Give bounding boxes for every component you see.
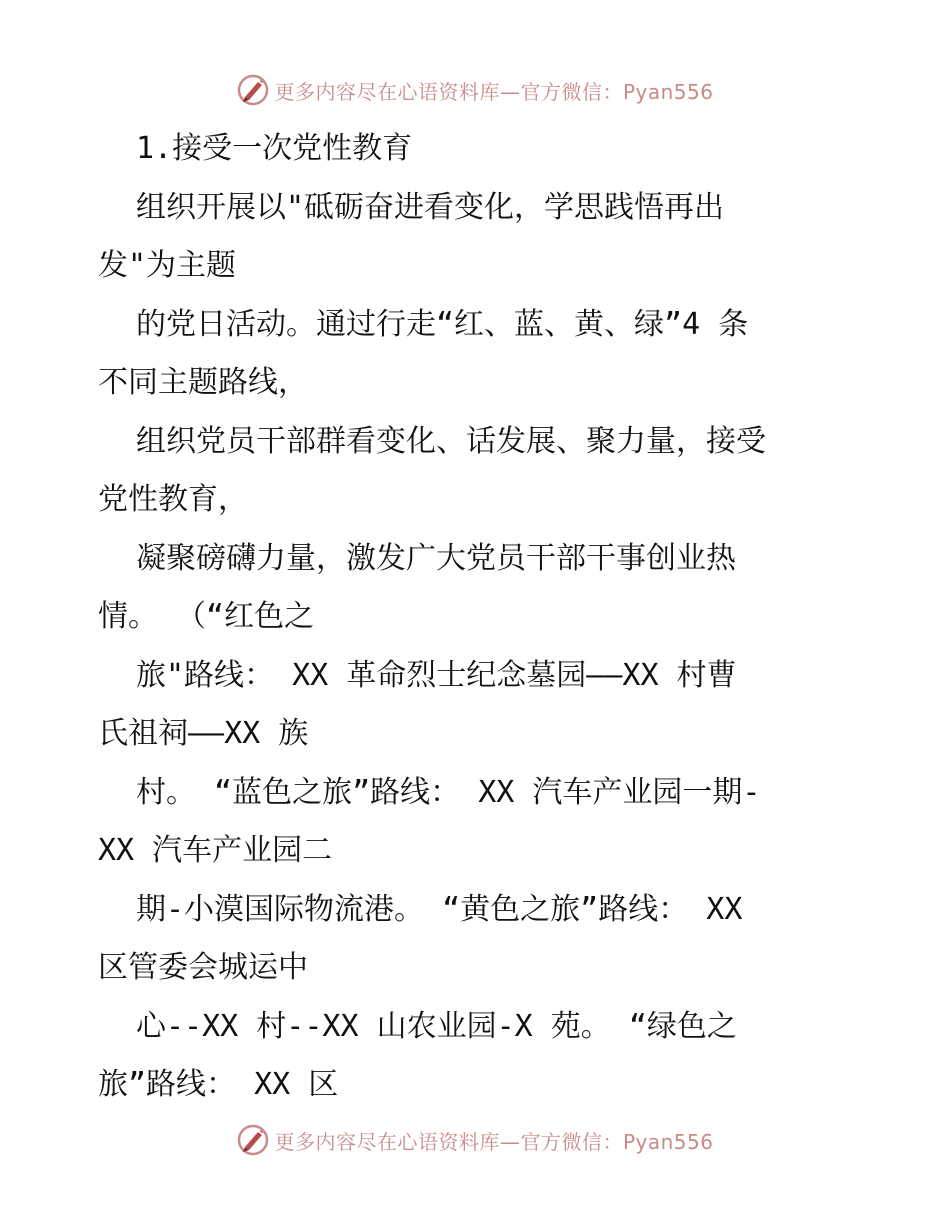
- text-line: 凝聚磅礴力量，激发广大党员干部干事创业热: [136, 540, 736, 576]
- watermark-banner-top: [0, 70, 950, 110]
- text-line: 1.接受一次党性教育: [136, 131, 413, 166]
- pen-logo-icon: [236, 1123, 270, 1157]
- pen-logo-icon: [236, 73, 270, 107]
- text-line: 组织开展以"砥砺奋进看变化，学思践悟再出: [136, 189, 725, 225]
- text-line: 氏祖祠——XX 族: [98, 716, 309, 751]
- watermark-text: 更多内容尽在心语资料库—官方微信：Pyan556: [274, 1129, 714, 1154]
- text-line: 村。 “蓝色之旅”路线： XX 汽车产业园一期-: [136, 774, 761, 810]
- text-line: 旅"路线： XX 革命烈士纪念墓园——XX 村曹: [136, 657, 737, 693]
- text-line: 的党日活动。通过行走“红、蓝、黄、绿”4 条: [136, 306, 749, 342]
- text-line: 期-小漠国际物流港。 “黄色之旅”路线： XX: [136, 891, 743, 927]
- text-line: 组织党员干部群看变化、话发展、聚力量，接受: [136, 423, 766, 459]
- text-line: XX 汽车产业园二: [98, 833, 333, 868]
- text-line: 党性教育，: [98, 482, 248, 517]
- document-body: [98, 120, 858, 1115]
- watermark-banner-bottom: [0, 1120, 950, 1160]
- text-line: 心--XX 村--XX 山农业园-X 苑。 “绿色之: [136, 1008, 737, 1044]
- text-line: 旅”路线： XX 区: [98, 1067, 339, 1102]
- text-line: 不同主题路线，: [98, 365, 308, 400]
- watermark-text: 更多内容尽在心语资料库—官方微信：Pyan556: [274, 79, 714, 104]
- text-line: 情。 （“红色之: [98, 599, 315, 634]
- text-line: 发"为主题: [98, 248, 237, 283]
- text-line: 区管委会城运中: [98, 950, 308, 985]
